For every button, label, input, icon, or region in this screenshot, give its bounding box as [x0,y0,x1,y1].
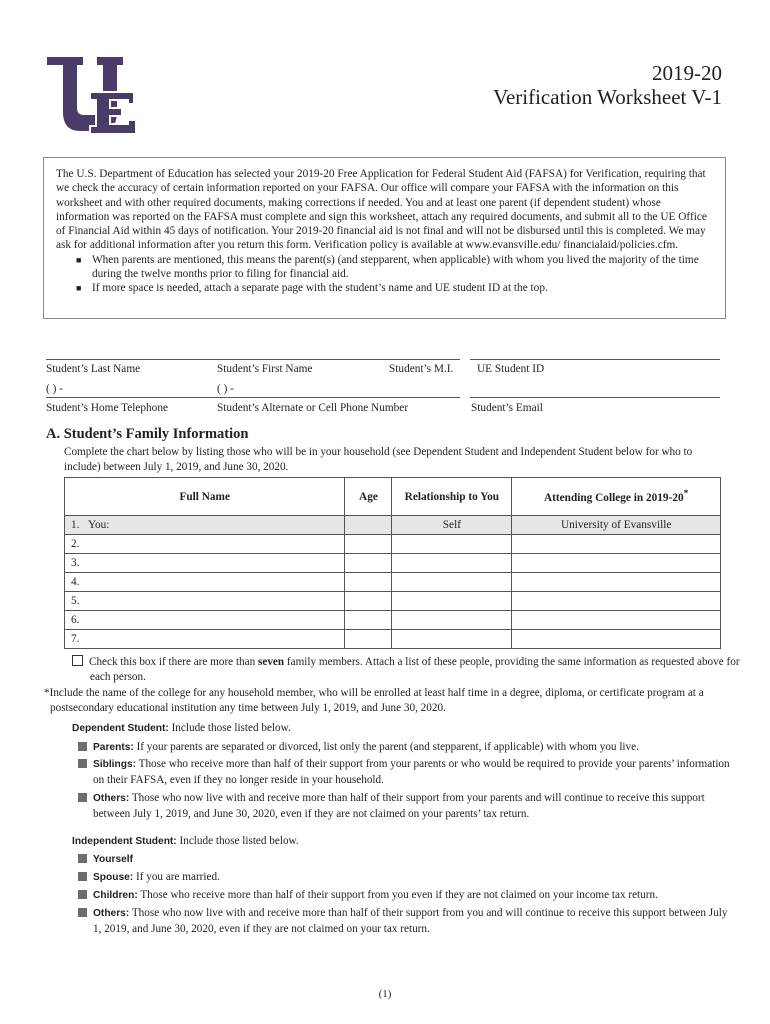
alt-phone-field[interactable]: ( ) - [217,383,234,395]
table-row [65,554,721,573]
page-number: (1) [378,988,392,1000]
item-term: Spouse: [93,872,134,883]
id-line[interactable] [470,359,720,360]
email-label: Student’s Email [471,402,543,414]
item-term: Children: [93,890,138,901]
checkbox-text-post: family members. Attach a list of these people, providing the same information as requested above for each person. [90,656,740,683]
list-item [78,757,733,787]
name-cell[interactable] [65,611,345,630]
relationship-cell[interactable] [392,573,512,592]
item-text: Those who now live with and receive more than half of their support from your parents and will continue to receive this support between July 1, 2019, and June 30, 2020, even if they are not claimed on your parents’ tax return. [93,792,705,820]
name-cell[interactable] [65,554,345,573]
table-row [65,592,721,611]
square-bullet-icon [78,742,87,751]
list-item [78,870,220,886]
age-cell[interactable] [345,554,392,573]
college-cell[interactable] [512,630,721,649]
checkbox-text-pre: Check this box if there are more than [89,656,258,668]
independent-label: Independent Student: [72,836,177,847]
section-a-instructions: Complete the chart below by listing those who will be in your household (see Dependent Student and Independent Student below for who to include) between July 1, 2019, and June 30, 2020. [64,446,693,473]
relationship-cell[interactable] [392,554,512,573]
age-cell[interactable] [345,516,392,535]
square-bullet-icon: ■ [76,283,82,294]
name-line[interactable] [46,359,460,360]
list-item [78,791,735,821]
mi-label: Student’s M.I. [389,363,454,375]
age-cell[interactable] [345,592,392,611]
college-cell[interactable] [512,611,721,630]
table-row [65,611,721,630]
col-attending-college-label: Attending College in 2019-20 [543,491,684,504]
row-number: 2. [71,538,80,550]
relationship-cell[interactable]: Self [392,516,512,535]
item-term: Others: [93,908,130,919]
home-phone-label: Student’s Home Telephone [46,402,168,414]
list-item [78,906,735,936]
dependent-intro: Include those listed below. [168,722,291,734]
item-text: Those who now live with and receive more than half of their support from you and will continue to receive this support between July 1, 2019, and June 30, 2020, even if they are not claimed on your tax return. [93,907,728,935]
home-phone-field[interactable]: ( ) - [46,383,63,395]
square-bullet-icon [78,854,87,863]
item-term: Siblings: [93,759,137,770]
alt-phone-label: Student’s Alternate or Cell Phone Number [217,402,409,414]
age-cell[interactable] [345,573,392,592]
more-members-note [72,655,742,684]
checkbox-text-bold: seven [258,656,285,668]
dependent-label: Dependent Student: [72,723,169,734]
col-full-name: Full Name [65,478,345,516]
dependent-heading [72,721,291,737]
relationship-cell[interactable] [392,592,512,611]
name-cell[interactable] [65,592,345,611]
row-number: 5. [71,595,80,607]
age-cell[interactable] [345,630,392,649]
age-cell[interactable] [345,535,392,554]
college-cell[interactable] [512,592,721,611]
table-row [65,630,721,649]
independent-intro: Include those listed below. [176,835,299,847]
table-row [65,573,721,592]
college-cell[interactable] [512,535,721,554]
square-bullet-icon [78,908,87,917]
item-term: Yourself [93,854,134,865]
item-term: Others: [93,793,130,804]
email-line[interactable] [470,397,720,398]
list-item [78,740,724,756]
form-title: Verification Worksheet V-1 [493,85,722,109]
intro-box [43,157,726,319]
ue-logo [44,52,140,136]
family-table [64,477,721,649]
row-number: 4. [71,576,80,588]
row-number: 7. [71,633,80,645]
table-header-row [65,478,721,516]
item-term: Parents: [93,742,134,753]
name-cell[interactable] [65,573,345,592]
intro-bullet-text: When parents are mentioned, this means the parent(s) (and stepparent, when applicable) with whom you lived the majority of the time during the twelve months prior to filing for financial aid. [92,253,699,281]
row-number: 3. [71,557,80,569]
relationship-cell[interactable] [392,535,512,554]
name-cell[interactable] [65,630,345,649]
intro-text: The U.S. Department of Education has selected your 2019-20 Free Application for Federal Student Aid (FAFSA) for Verification, requiring that we check the accuracy of certain information reported on your FAFSA. Our office will compare your FAFSA with the information on this worksheet and with other required documents, making corrections if needed. You and at least one parent (if dependent student) whose information was reported on the FAFSA must complete and sign this worksheet, attach any required documents, and submit all to the UE Office of Financial Aid within 45 days of notification. Your 2019-20 financial aid is not final and will not be disbursed until this is completed. We may ask for additional information after you return this form. Verification policy is available at www.evansville.edu/ financialaid/policies.cfm. [56,168,707,252]
last-name-label: Student’s Last Name [46,363,141,375]
name-cell[interactable] [65,535,345,554]
list-item [78,852,133,868]
item-text: If you are married. [133,871,220,883]
section-a-heading: A. Student’s Family Information [46,426,249,442]
square-bullet-icon [78,793,87,802]
table-row [65,516,721,535]
col-age: Age [345,478,392,516]
list-item [78,888,724,904]
more-members-checkbox[interactable] [72,655,83,666]
independent-heading [72,834,299,850]
item-text: Those who receive more than half of their support from your parents or who would be required to provide your parents’ information on their FAFSA, even if they no longer reside in your household. [93,758,730,786]
name-cell[interactable] [65,516,345,535]
intro-bullet [76,253,715,282]
form-year: 2019-20 [652,61,722,85]
intro-bullet [76,281,715,295]
square-bullet-icon [78,890,87,899]
footnote-mark: * [683,489,689,500]
relationship-cell[interactable] [392,611,512,630]
age-cell[interactable] [345,611,392,630]
row-number: 1. [71,519,80,531]
item-text: If your parents are separated or divorced, list only the parent (and stepparent, if applicable) with whom you live. [133,741,639,753]
table-row [65,535,721,554]
phone-line[interactable] [46,397,460,398]
col-relationship: Relationship to You [392,478,512,516]
college-footnote: *Include the name of the college for any household member, who will be enrolled at least half time in a degree, diploma, or certificate program at a postsecondary educational institution any time between July 1, 2019, and June 30, 2020. [44,687,704,714]
intro-bullet-text: If more space is needed, attach a separate page with the student’s name and UE student ID at the top. [92,282,548,295]
name-value: You: [87,519,110,531]
first-name-label: Student’s First Name [217,363,313,375]
college-cell[interactable] [512,573,721,592]
row-number: 6. [71,614,80,626]
square-bullet-icon [78,759,87,768]
college-cell[interactable] [512,554,721,573]
ue-id-label: UE Student ID [477,363,545,375]
college-cell[interactable]: University of Evansville [512,516,721,535]
col-attending-college [512,478,721,516]
relationship-cell[interactable] [392,630,512,649]
square-bullet-icon: ■ [76,254,82,265]
square-bullet-icon [78,872,87,881]
item-text: Those who receive more than half of their support from you even if they are not claimed on your income tax return. [137,889,658,901]
